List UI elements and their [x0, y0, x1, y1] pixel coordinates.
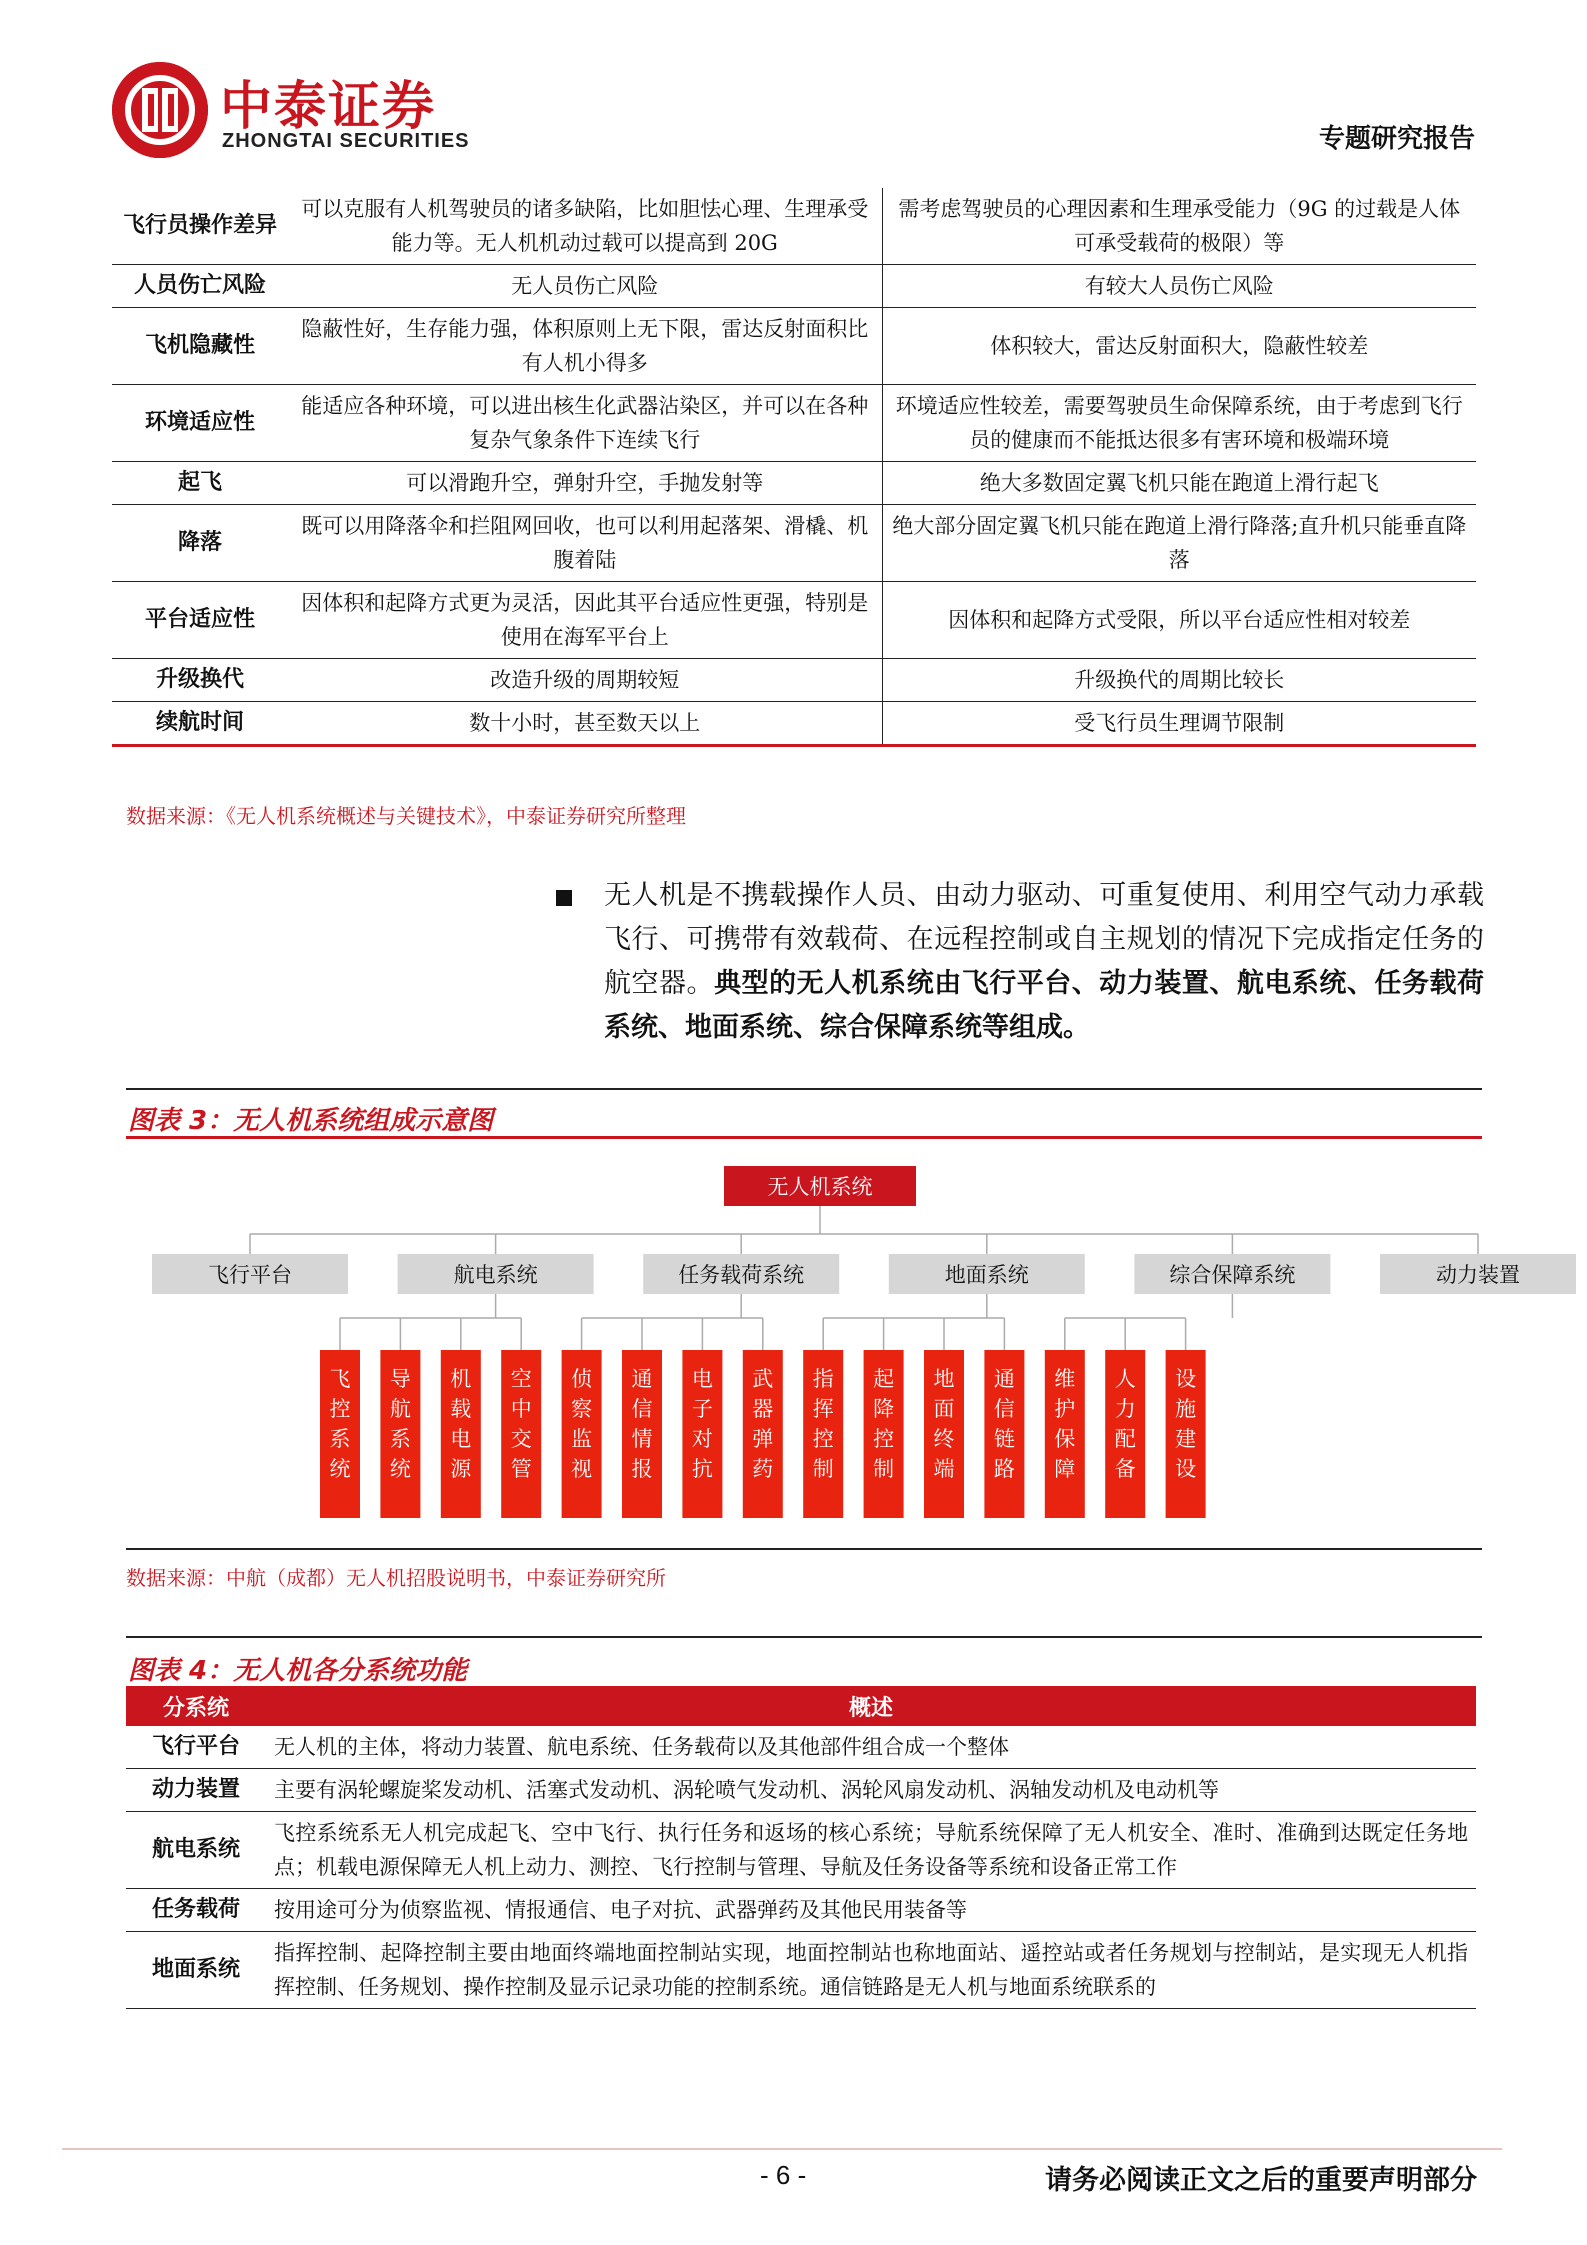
- row-label: 降落: [112, 505, 288, 582]
- figure3-title: 图表 3：无人机系统组成示意图: [128, 1106, 494, 1136]
- comparison-row: [112, 462, 1476, 505]
- leaf-char: 控: [812, 1427, 834, 1451]
- uav-cell: 无人员伤亡风险: [288, 265, 882, 308]
- comparison-row: [112, 188, 1476, 265]
- leaf-char: 情: [631, 1427, 653, 1451]
- figure3-bottom-rule: [126, 1548, 1482, 1550]
- leaf-char: 空: [510, 1367, 532, 1391]
- leaf-char: 挥: [812, 1397, 834, 1421]
- leaf-char: 障: [1054, 1457, 1076, 1481]
- manned-cell: 环境适应性较差，需要驾驶员生命保障系统，由于考虑到飞行员的健康而不能抵达很多有害环境和极端环境: [882, 385, 1476, 462]
- leaf-char: 系: [329, 1427, 351, 1451]
- manned-cell: 需考虑驾驶员的心理因素和生理承受能力（9G 的过载是人体可承受载荷的极限）等: [882, 188, 1476, 265]
- paragraph-normal-text: 无人机是不携载操作人员、由动力驱动、可重复使用、利用空气动力承载飞行、可携带有效载荷、在远程控制或自主规划的情况下完成指定任务的航空器。: [604, 880, 1484, 999]
- figure3-source-note: 数据来源：中航（成都）无人机招股说明书，中泰证券研究所: [126, 1566, 666, 1590]
- uav-vs-manned-table: [112, 188, 1476, 747]
- leaf-char: 察: [571, 1397, 593, 1421]
- leaf-char: 药: [752, 1457, 774, 1481]
- row-label: 升级换代: [112, 659, 288, 702]
- subsystem-desc: 指挥控制、起降控制主要由地面终端地面控制站实现，地面控制站也称地面站、遥控站或者任务规划与控制站，是实现无人机指挥控制、任务规划、操作控制及显示记录功能的控制系统。通信链路是无人机与地面系统联系的: [266, 1932, 1476, 2009]
- uav-cell: 可以滑跑升空，弹射升空，手抛发射等: [288, 462, 882, 505]
- manned-cell: 绝大多数固定翼飞机只能在跑道上滑行起飞: [882, 462, 1476, 505]
- leaf-char: 备: [1114, 1457, 1136, 1481]
- page-number: - 6 -: [760, 2160, 807, 2190]
- leaf-char: 武: [752, 1367, 774, 1391]
- uav-definition-paragraph: [604, 874, 1484, 1050]
- bullet-square-icon: [556, 890, 572, 906]
- uav-cell: 因体积和起降方式更为灵活，因此其平台适应性更强，特别是使用在海军平台上: [288, 582, 882, 659]
- leaf-char: 制: [812, 1457, 834, 1481]
- figure3-top-rule: [126, 1088, 1482, 1090]
- leaf-char: 中: [510, 1397, 532, 1421]
- comparison-row: [112, 505, 1476, 582]
- leaf-char: 控: [329, 1397, 351, 1421]
- leaf-char: 器: [752, 1397, 774, 1421]
- leaf-char: 设: [1175, 1367, 1197, 1391]
- leaf-char: 信: [631, 1397, 653, 1421]
- row-label: 平台适应性: [112, 582, 288, 659]
- leaf-char: 指: [812, 1367, 834, 1391]
- leaf-char: 设: [1175, 1457, 1197, 1481]
- row-label: 起飞: [112, 462, 288, 505]
- uav-cell: 可以克服有人机驾驶员的诸多缺陷，比如胆怯心理、生理承受能力等。无人机机动过载可以提高到 20G: [288, 188, 882, 265]
- company-logo: [112, 58, 482, 168]
- manned-cell: 有较大人员伤亡风险: [882, 265, 1476, 308]
- leaf-char: 统: [329, 1457, 351, 1481]
- category-node-label: 地面系统: [944, 1263, 1029, 1287]
- leaf-char: 弹: [752, 1427, 774, 1451]
- subsystem-row: [126, 1932, 1476, 2009]
- comparison-row: [112, 659, 1476, 702]
- leaf-char: 端: [933, 1457, 955, 1481]
- leaf-char: 维: [1054, 1367, 1076, 1391]
- leaf-char: 起: [873, 1367, 895, 1391]
- subsystem-desc: 主要有涡轮螺旋桨发动机、活塞式发动机、涡轮喷气发动机、涡轮风扇发动机、涡轴发动机及电动机等: [266, 1769, 1476, 1812]
- leaf-char: 护: [1054, 1397, 1076, 1421]
- leaf-char: 交: [510, 1427, 532, 1451]
- subsystem-desc: 按用途可分为侦察监视、情报通信、电子对抗、武器弹药及其他民用装备等: [266, 1889, 1476, 1932]
- leaf-char: 终: [933, 1427, 955, 1451]
- footer-rule: [62, 2148, 1502, 2150]
- figure3-title-rule: [126, 1136, 1482, 1139]
- uav-cell: 既可以用降落伞和拦阻网回收，也可以利用起落架、滑橇、机腹着陆: [288, 505, 882, 582]
- leaf-char: 导: [389, 1367, 411, 1391]
- leaf-char: 载: [450, 1397, 472, 1421]
- row-label: 续航时间: [112, 702, 288, 746]
- subsystem-row: [126, 1889, 1476, 1932]
- subsystem-name: 任务载荷: [126, 1889, 266, 1932]
- leaf-char: 对: [691, 1427, 713, 1451]
- leaf-char: 抗: [691, 1457, 713, 1481]
- footer-disclaimer: 请务必阅读正文之后的重要声明部分: [1045, 2165, 1477, 2196]
- subsystem-name: 航电系统: [126, 1812, 266, 1889]
- comparison-row: [112, 582, 1476, 659]
- leaf-char: 建: [1175, 1427, 1197, 1451]
- subsystem-name: 地面系统: [126, 1932, 266, 2009]
- leaf-char: 通: [993, 1367, 1015, 1391]
- table-source-note: 数据来源：《无人机系统概述与关键技术》，中泰证券研究所整理: [126, 804, 686, 828]
- category-node-label: 航电系统: [453, 1263, 538, 1287]
- leaf-char: 航: [389, 1397, 411, 1421]
- subsystem-row: [126, 1812, 1476, 1889]
- comparison-table-body: [112, 188, 1476, 746]
- manned-cell: 体积较大，雷达反射面积大，隐蔽性较差: [882, 308, 1476, 385]
- leaf-char: 源: [450, 1457, 472, 1481]
- leaf-char: 控: [873, 1427, 895, 1451]
- leaf-char: 降: [873, 1397, 895, 1421]
- leaf-char: 地: [933, 1367, 955, 1391]
- row-label: 环境适应性: [112, 385, 288, 462]
- category-node-label: 飞行平台: [208, 1263, 292, 1287]
- row-label: 人员伤亡风险: [112, 265, 288, 308]
- subsystem-row: [126, 1726, 1476, 1769]
- category-node-label: 综合保障系统: [1169, 1263, 1296, 1287]
- uav-system-diagram: [126, 1150, 1520, 1545]
- leaf-char: 施: [1175, 1397, 1197, 1421]
- leaf-char: 路: [993, 1457, 1015, 1481]
- leaf-char: 管: [510, 1457, 532, 1481]
- manned-cell: 绝大部分固定翼飞机只能在跑道上滑行降落;直升机只能垂直降落: [882, 505, 1476, 582]
- subsystem-function-table: [126, 1686, 1476, 2009]
- header-overview: 概述: [266, 1686, 1476, 1726]
- uav-cell: 改造升级的周期较短: [288, 659, 882, 702]
- leaf-char: 力: [1114, 1397, 1136, 1421]
- leaf-char: 监: [571, 1427, 593, 1451]
- subsystem-name: 动力装置: [126, 1769, 266, 1812]
- comparison-row: [112, 265, 1476, 308]
- leaf-char: 信: [993, 1397, 1015, 1421]
- manned-cell: 升级换代的周期比较长: [882, 659, 1476, 702]
- subsystem-name: 飞行平台: [126, 1726, 266, 1769]
- row-label: 飞机隐藏性: [112, 308, 288, 385]
- uav-cell: 数十小时，甚至数天以上: [288, 702, 882, 746]
- leaf-char: 电: [450, 1427, 472, 1451]
- leaf-char: 通: [631, 1367, 653, 1391]
- figure4-top-rule: [126, 1636, 1482, 1638]
- logo-emblem-icon: [112, 62, 208, 158]
- leaf-char: 电: [691, 1367, 713, 1391]
- uav-cell: 能适应各种环境，可以进出核生化武器沾染区，并可以在各种复杂气象条件下连续飞行: [288, 385, 882, 462]
- category-node-label: 任务载荷系统: [678, 1263, 805, 1287]
- report-type-label: 专题研究报告: [1318, 124, 1475, 154]
- uav-cell: 隐蔽性好，生存能力强，体积原则上无下限，雷达反射面积比有人机小得多: [288, 308, 882, 385]
- manned-cell: 受飞行员生理调节限制: [882, 702, 1476, 746]
- comparison-row: [112, 702, 1476, 746]
- logo-english-name: ZHONGTAI SECURITIES: [222, 130, 470, 152]
- leaf-char: 视: [571, 1457, 593, 1481]
- leaf-char: 链: [993, 1427, 1015, 1451]
- leaf-char: 统: [389, 1457, 411, 1481]
- row-label: 飞行员操作差异: [112, 188, 288, 265]
- comparison-row: [112, 385, 1476, 462]
- comparison-row: [112, 308, 1476, 385]
- leaf-char: 配: [1114, 1427, 1136, 1451]
- figure4-title: 图表 4：无人机各分系统功能: [128, 1656, 468, 1686]
- leaf-char: 保: [1054, 1427, 1076, 1451]
- subsystem-desc: 飞控系统系无人机完成起飞、空中飞行、执行任务和返场的核心系统；导航系统保障了无人机安全、准时、准确到达既定任务地点；机载电源保障无人机上动力、测控、飞行控制与管理、导航及任务设备等系统和设备正常工作: [266, 1812, 1476, 1889]
- paragraph-bold-text: 典型的无人机系统由飞行平台、动力装置、航电系统、任务载荷系统、地面系统、综合保障系统等组成。: [604, 968, 1485, 1043]
- leaf-char: 报: [631, 1457, 653, 1481]
- logo-chinese-name: 中泰证券: [220, 77, 437, 137]
- category-node-label: 动力装置: [1436, 1263, 1520, 1287]
- leaf-char: 机: [450, 1367, 472, 1391]
- subsystem-table-body: [126, 1726, 1476, 2009]
- subsystem-table-header: [126, 1686, 1476, 1726]
- header-subsystem: 分系统: [126, 1686, 266, 1726]
- subsystem-desc: 无人机的主体，将动力装置、航电系统、任务载荷以及其他部件组合成一个整体: [266, 1726, 1476, 1769]
- leaf-char: 飞: [329, 1367, 351, 1391]
- manned-cell: 因体积和起降方式受限，所以平台适应性相对较差: [882, 582, 1476, 659]
- subsystem-row: [126, 1769, 1476, 1812]
- root-node-label: 无人机系统: [767, 1175, 873, 1199]
- leaf-char: 子: [691, 1397, 713, 1421]
- leaf-char: 面: [933, 1397, 955, 1421]
- leaf-char: 制: [873, 1457, 895, 1481]
- leaf-char: 侦: [571, 1367, 593, 1391]
- leaf-char: 系: [389, 1427, 411, 1451]
- leaf-char: 人: [1114, 1367, 1136, 1391]
